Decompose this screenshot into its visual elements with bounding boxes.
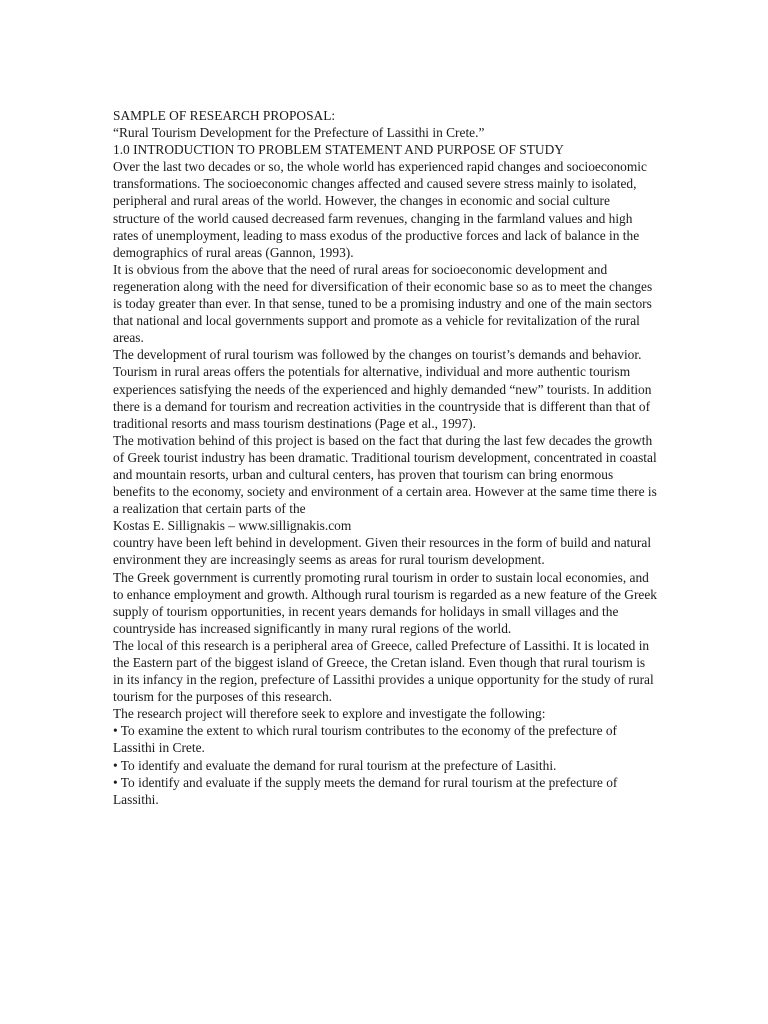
bullet-text: To identify and evaluate if the supply meets the demand for rural tourism at the prefecture of Lassithi. (113, 774, 618, 807)
bullet-icon: • (113, 723, 118, 739)
document-title: SAMPLE OF RESEARCH PROPOSAL: (113, 108, 336, 123)
paragraph: Over the last two decades or so, the whole world has experienced rapid changes and socioeconomic transformations. The socioeconomic changes affected and caused severe stress mainly to isolated, peripheral and rural areas of the world. However, the changes in economic and social culture structure of the world caused decreased farm revenues, changing in the farmland values and high rates of unemployment, leading to mass exodus of the productive forces and lack of balance in the demographics of rural areas (Gannon, 1993). (113, 159, 647, 260)
section-heading: 1.0 INTRODUCTION TO PROBLEM STATEMENT AND PURPOSE OF STUDY (113, 142, 564, 158)
bullet-item (113, 774, 658, 808)
bullet-item (113, 757, 658, 774)
paragraph: The local of this research is a peripheral area of Greece, called Prefecture of Lassithi. It is located in the Eastern part of the biggest island of Greece, the Cretan island. Even though that rural tourism is in its infancy in the region, prefecture of Lassithi provides a unique opportunity for the study of rural tourism for the purposes of this research. (113, 637, 654, 705)
paragraph: It is obvious from the above that the need of rural areas for socioeconomic development and regeneration along with the need for diversification of their economic base so as to meet the changes is today greater than ever. In that sense, tuned to be a promising industry and one of the main sectors that national and local governments support and promote as a vehicle for revitalization of the rural areas. (113, 261, 653, 346)
paragraph: The Greek government is currently promoting rural tourism in order to sustain local economies, and to enhance employment and growth. Although rural tourism is regarded as a new feature of the Greek supply of tourism opportunities, in recent years demands for holidays in small villages and the countryside has increased significantly in many rural regions of the world. (113, 569, 658, 636)
bullet-text: To identify and evaluate the demand for rural tourism at the prefecture of Lasithi. (117, 757, 557, 773)
page-footer-author: Kostas E. Sillignakis – www.sillignakis.com (113, 518, 352, 534)
document-page (113, 107, 658, 808)
paragraph: The motivation behind of this project is based on the fact that during the last few decades the growth of Greek tourist industry has been dramatic. Traditional tourism development, concentrated in coastal and mountain resorts, urban and cultural centers, has proven that tourism can bring enormous benefits to the economy, society and environment of a certain area. However at the same time there is a realization that certain parts of the (113, 432, 657, 517)
bullet-item (113, 722, 658, 756)
paragraph: The development of rural tourism was followed by the changes on tourist’s demands and behavior. Tourism in rural areas offers the potentials for alternative, individual and more authentic tourism experiences satisfying the needs of the experienced and highly demanded “new” tourists. In addition there is a demand for tourism and recreation activities in the countryside that is different than that of traditional resorts and mass tourism destinations (Page et al., 1997). (113, 347, 652, 431)
paragraph: The research project will therefore seek to explore and investigate the following: (113, 706, 546, 722)
bullet-icon: • (113, 757, 118, 773)
bullet-text: To examine the extent to which rural tourism contributes to the economy of the prefecture of Lassithi in Crete. (113, 723, 618, 756)
paragraph: country have been left behind in development. Given their resources in the form of build and natural environment they are increasingly seems as areas for rural tourism development. (113, 535, 652, 568)
document-subtitle: “Rural Tourism Development for the Prefecture of Lassithi in Crete.” (113, 125, 485, 141)
bullet-icon: • (113, 774, 118, 790)
